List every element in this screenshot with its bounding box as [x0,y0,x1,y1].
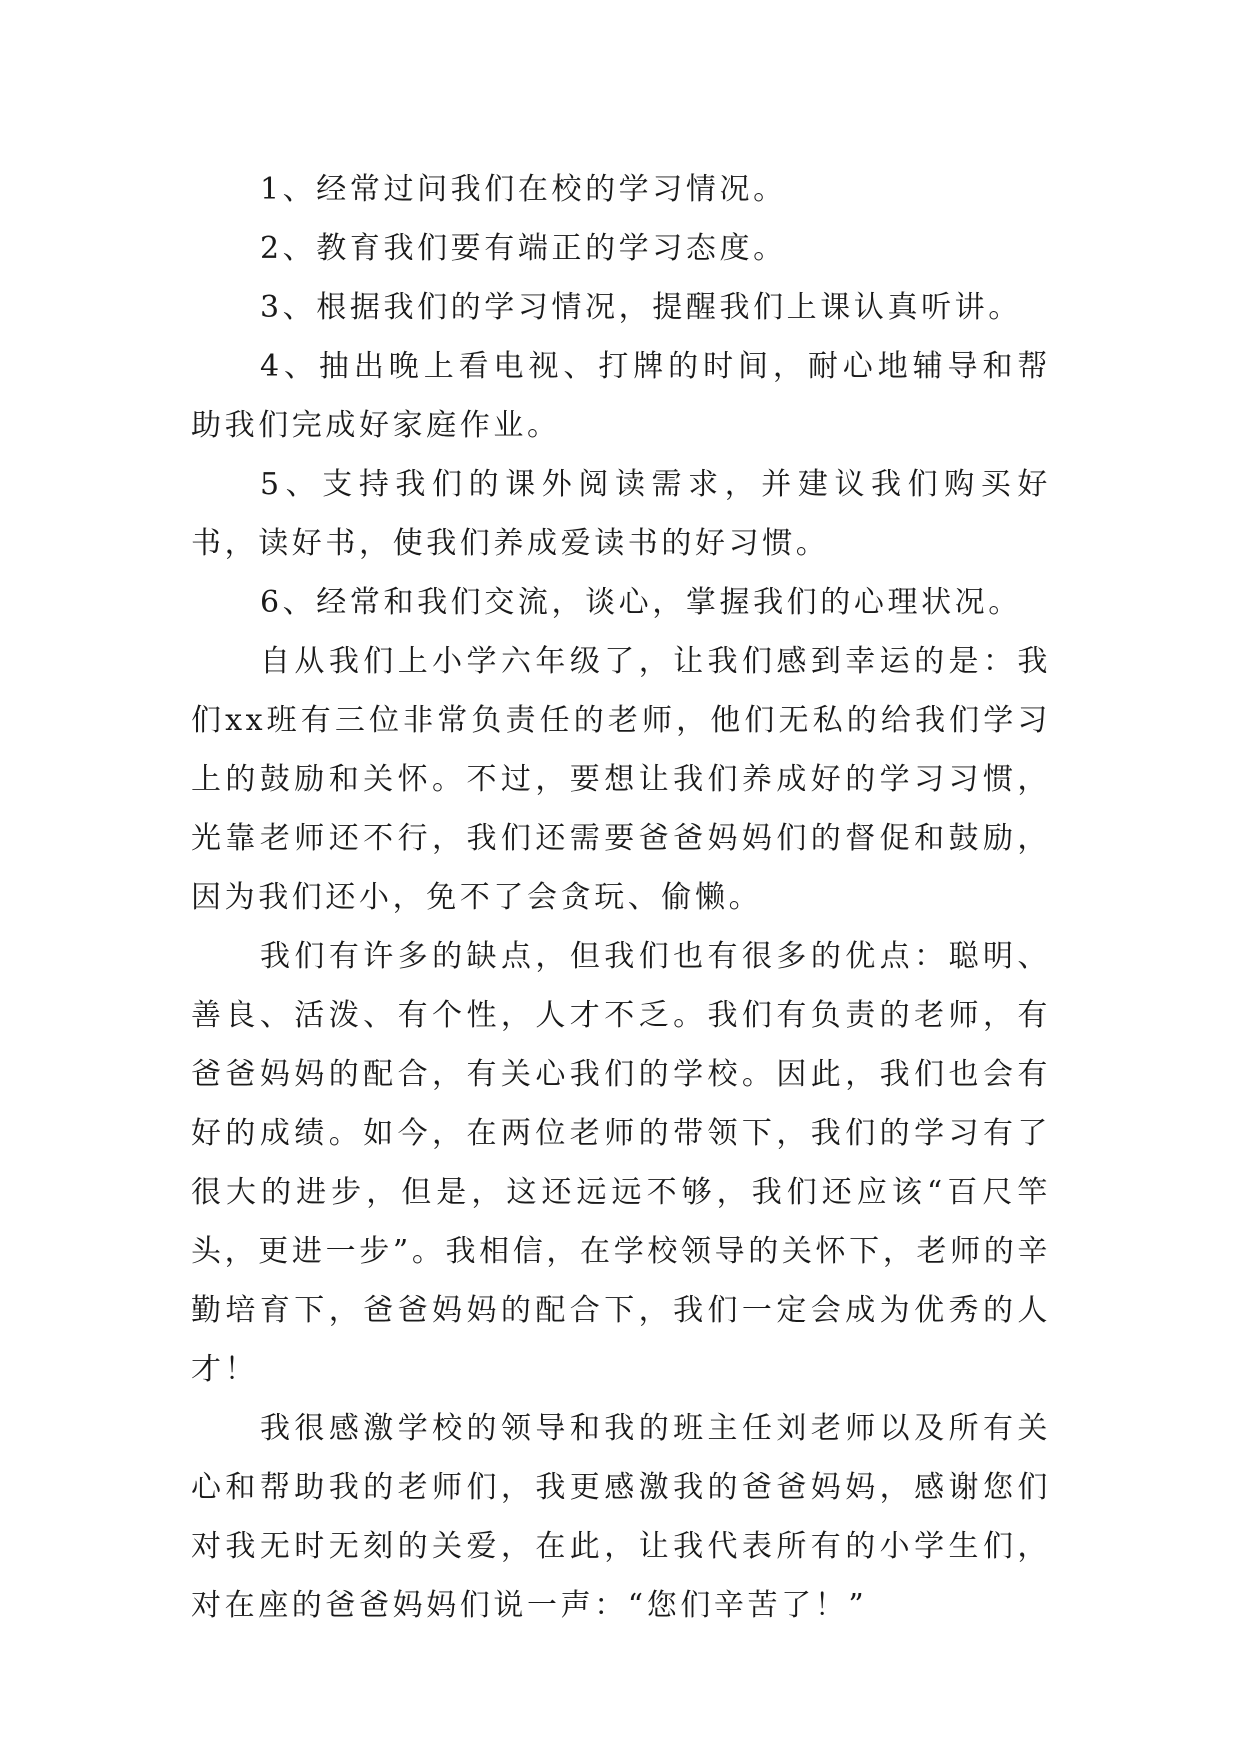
body-paragraph: 我很感激学校的领导和我的班主任刘老师以及所有关心和帮助我的老师们，我更感激我的爸爸妈妈，感谢您们对我无时无刻的关爱，在此，让我代表所有的小学生们，对在座的爸爸妈妈们说一声：“您们辛苦了！” [191,1411,1051,1623]
list-item-1: 1、经常过问我们在校的学习情况。 [260,172,787,207]
body-paragraph: 自从我们上小学六年级了，让我们感到幸运的是：我们xx班有三位非常负责任的老师，他们无私的给我们学习上的鼓励和关怀。不过，要想让我们养成好的学习习惯，光靠老师还不行，我们还需要爸爸妈妈们的督促和鼓励，因为我们还小，免不了会贪玩、偷懒。 [191,644,1051,915]
document-body [191,160,1051,1635]
list-item-2: 2、教育我们要有端正的学习态度。 [260,231,787,266]
list-item-3: 3、根据我们的学习情况，提醒我们上课认真听讲。 [260,290,1022,325]
list-item-6: 6、经常和我们交流，谈心，掌握我们的心理状况。 [260,585,1022,620]
body-paragraph: 我们有许多的缺点，但我们也有很多的优点：聪明、善良、活泼、有个性，人才不乏。我们有负责的老师，有爸爸妈妈的配合，有关心我们的学校。因此，我们也会有好的成绩。如今，在两位老师的带领下，我们的学习有了很大的进步，但是，这还远远不够，我们还应该“百尺竿头，更进一步”。我相信，在学校领导的关怀下，老师的辛勤培育下，爸爸妈妈的配合下，我们一定会成为优秀的人才！ [191,939,1051,1387]
list-item-4: 4、抽出晚上看电视、打牌的时间，耐心地辅导和帮助我们完成好家庭作业。 [191,349,1051,443]
list-item-5: 5、支持我们的课外阅读需求，并建议我们购买好书，读好书，使我们养成爱读书的好习惯。 [191,467,1051,561]
